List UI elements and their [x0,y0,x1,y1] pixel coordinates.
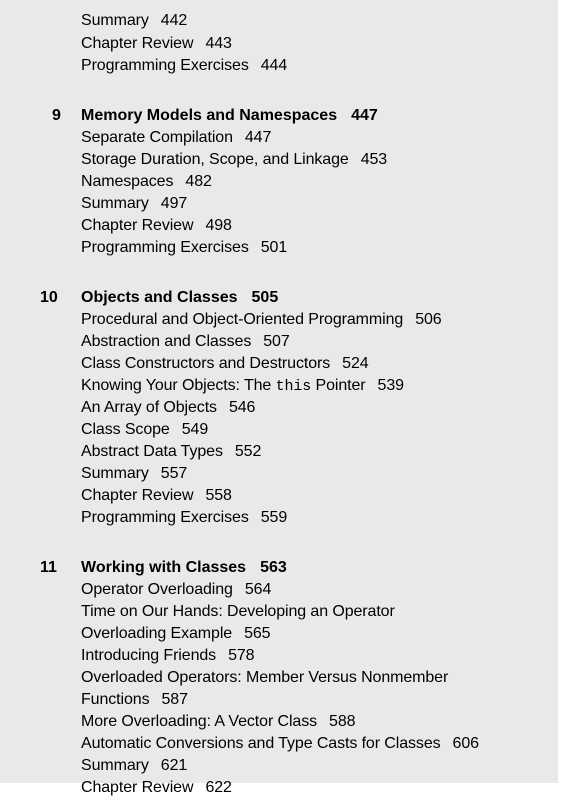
entry-title-after: Pointer [311,377,366,394]
toc-entry [81,667,448,689]
entry-page: 558 [205,487,232,504]
entry-page: 507 [263,333,290,350]
entry-title: Chapter Review [81,779,194,796]
entry-title-line1: Overloaded Operators: Member Versus Nonmember [81,669,449,686]
chapter-page: 505 [251,289,279,306]
entry-title: Chapter Review [81,35,194,52]
toc-entry [81,375,404,398]
entry-title-before: Knowing Your Objects: The [81,377,276,394]
entry-title: Operator Overloading [81,581,233,598]
entry-page: 621 [160,757,188,774]
toc-entry [81,733,479,755]
entry-page: 549 [181,421,209,438]
entry-page: 565 [244,625,271,642]
toc-entry [81,309,442,331]
entry-page: 546 [228,399,256,416]
entry-title: Programming Exercises [81,509,249,526]
entry-title-code: this [275,378,312,395]
entry-title: Abstract Data Types [81,443,223,460]
toc-entry [81,507,287,529]
entry-title: Summary [81,465,149,482]
entry-title: An Array of Objects [81,399,217,416]
entry-page: 524 [342,355,369,372]
entry-title: Summary [81,195,149,212]
toc-entry [81,215,232,237]
toc-entry [81,171,212,193]
entry-page: 622 [205,779,232,796]
entry-title: Abstraction and Classes [81,333,252,350]
entry-title: Chapter Review [81,487,194,504]
entry-page: 539 [377,377,404,394]
entry-page: 564 [244,581,272,598]
entry-title: Programming Exercises [81,57,249,74]
toc-entry-continuation [81,623,270,645]
entry-page: 453 [360,151,388,168]
entry-page: 498 [205,217,232,234]
chapter-number: 9 [52,107,61,124]
entry-page: 557 [160,465,188,482]
toc-entry [81,33,232,55]
chapter-page: 563 [260,559,287,576]
entry-title-line2: Functions [81,691,150,708]
entry-page: 588 [329,713,356,730]
entry-title: Storage Duration, Scope, and Linkage [81,151,349,168]
toc-entry [81,441,261,463]
toc-entry [81,645,254,667]
chapter-title: Objects and Classes [81,289,238,306]
toc-entry [81,237,287,259]
chapter-heading [40,287,278,309]
toc-entry [81,463,187,485]
entry-page: 482 [185,173,212,190]
toc-entry [81,10,187,32]
toc-entry [81,419,208,441]
toc-entry [81,331,290,353]
entry-title: Programming Exercises [81,239,249,256]
chapter-number: 11 [40,559,57,576]
entry-title: Chapter Review [81,217,194,234]
entry-page: 442 [160,12,188,29]
entry-page: 578 [228,647,255,664]
entry-title: More Overloading: A Vector Class [81,713,318,730]
toc-entry [81,601,395,623]
entry-title: Separate Compilation [81,129,233,146]
entry-page: 444 [260,57,288,74]
chapter-page: 447 [351,107,378,124]
toc-entry [81,127,271,149]
chapter-title: Memory Models and Namespaces [81,107,338,124]
entry-title: Summary [81,757,149,774]
entry-title: Summary [81,12,149,29]
entry-page: 447 [244,129,272,146]
chapter-heading [40,105,378,127]
toc-entry [81,353,369,375]
toc-entry-continuation [81,689,188,711]
entry-page: 501 [260,239,288,256]
chapter-heading [40,557,287,579]
toc-entry [81,711,355,733]
entry-title-line2: Overloading Example [81,625,233,642]
toc-entry [81,777,232,799]
entry-title: Automatic Conversions and Type Casts for Classes [81,735,441,752]
chapter-title: Working with Classes [81,559,247,576]
entry-page: 497 [160,195,188,212]
toc-entry [81,193,187,215]
entry-page: 506 [415,311,442,328]
entry-title: Class Scope [81,421,170,438]
toc-entry [81,485,232,507]
toc-entry [81,579,271,601]
toc-entry [81,149,387,171]
entry-page: 606 [452,735,479,752]
entry-page: 552 [234,443,262,460]
entry-title: Namespaces [81,173,174,190]
entry-page: 587 [161,691,188,708]
entry-title: Introducing Friends [81,647,217,664]
toc-entry [81,55,287,77]
toc-entry [81,397,255,419]
entry-page: 443 [205,35,232,52]
toc-entry [81,755,187,777]
entry-title: Procedural and Object-Oriented Programming [81,311,404,328]
entry-title-line1: Time on Our Hands: Developing an Operator [81,603,395,620]
entry-page: 559 [260,509,288,526]
chapter-number: 10 [40,289,58,306]
entry-title: Class Constructors and Destructors [81,355,331,372]
